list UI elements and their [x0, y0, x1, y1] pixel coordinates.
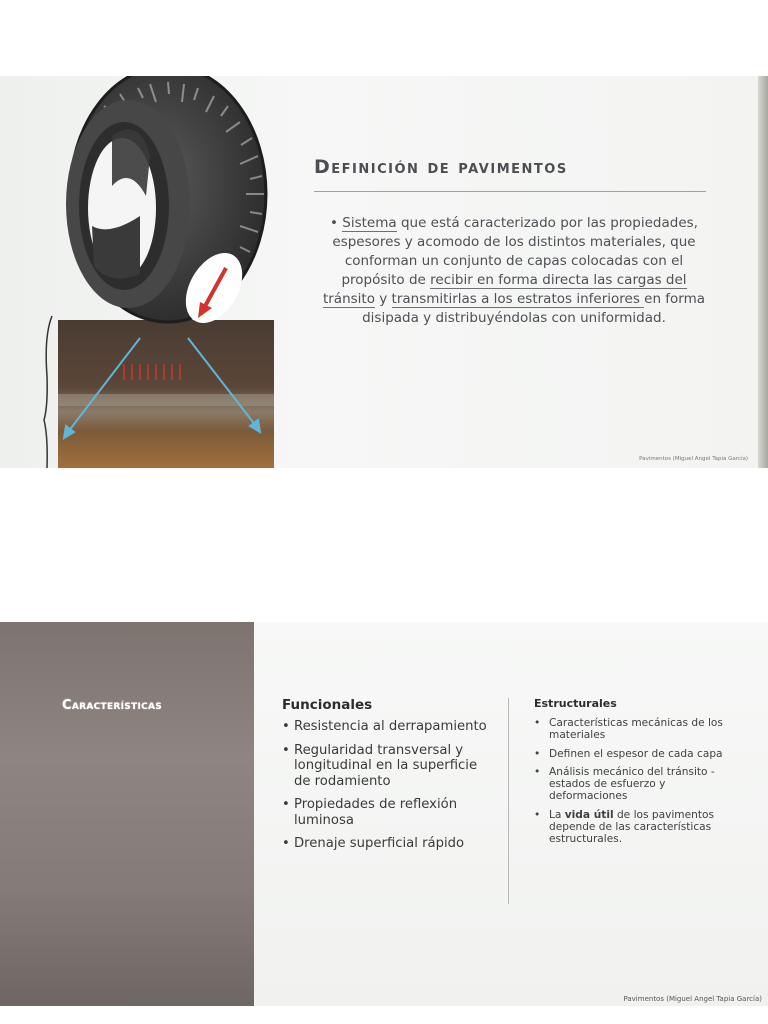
tire-on-pavement-illustration	[0, 76, 290, 468]
column-divider	[508, 698, 509, 904]
functional-heading: Funcionales	[282, 697, 373, 713]
body-text: y	[374, 291, 392, 307]
list-item: • Resistencia al derrapamiento	[282, 719, 487, 734]
bullet: •	[330, 215, 338, 231]
slide-title: Definición de pavimentos	[314, 156, 568, 178]
screen-edge	[758, 76, 768, 468]
list-item: • Drenaje superficial rápido	[282, 836, 465, 851]
structural-list	[534, 717, 734, 852]
definition-paragraph	[314, 214, 714, 328]
emphasis-vida-util: vida útil	[564, 808, 614, 821]
list-item: • Características mecánicas de los materiales	[534, 717, 723, 742]
functional-list	[282, 719, 492, 860]
term-transmitirlas: transmitirlas a los estratos inferiores	[391, 291, 645, 307]
structural-heading: Estructurales	[534, 697, 617, 710]
slide-caracteristicas	[0, 622, 768, 1006]
body-text: que está caracterizado por las propiedades, espesores y acomodo de los distintos materiales, que conforman un conjunto de capas colocadas con el propósito de	[332, 215, 698, 288]
slide-footer: Pavimentos (Miguel Angel Tapia García)	[623, 995, 762, 1003]
list-item: • Propiedades de reflexión luminosa	[282, 797, 458, 828]
slide-definicion	[0, 76, 768, 468]
tire-icon	[66, 76, 266, 333]
list-item: • Definen el espesor de cada capa	[534, 747, 723, 760]
list-item: • Regularidad transversal y longitudinal en la superficie de rodamiento	[282, 742, 478, 789]
body-text: en forma disipada y distribuyéndolas con uniformidad.	[362, 291, 706, 326]
list-item: • Análisis mecánico del tránsito - estados de esfuerzo y deformaciones	[534, 765, 715, 803]
layer-brace	[44, 316, 52, 468]
title-panel	[0, 622, 254, 1006]
term-recibir-cargas: recibir en forma directa las cargas del tránsito	[322, 272, 687, 307]
list-item: • La vida útil de los pavimentos depende de las características estructurales.	[534, 808, 715, 846]
slide-footer: Pavimentos (Miguel Angel Tapia García)	[639, 456, 748, 462]
term-sistema: Sistema	[342, 215, 397, 231]
title-underline	[314, 191, 706, 192]
slide-title: Características	[62, 698, 163, 713]
